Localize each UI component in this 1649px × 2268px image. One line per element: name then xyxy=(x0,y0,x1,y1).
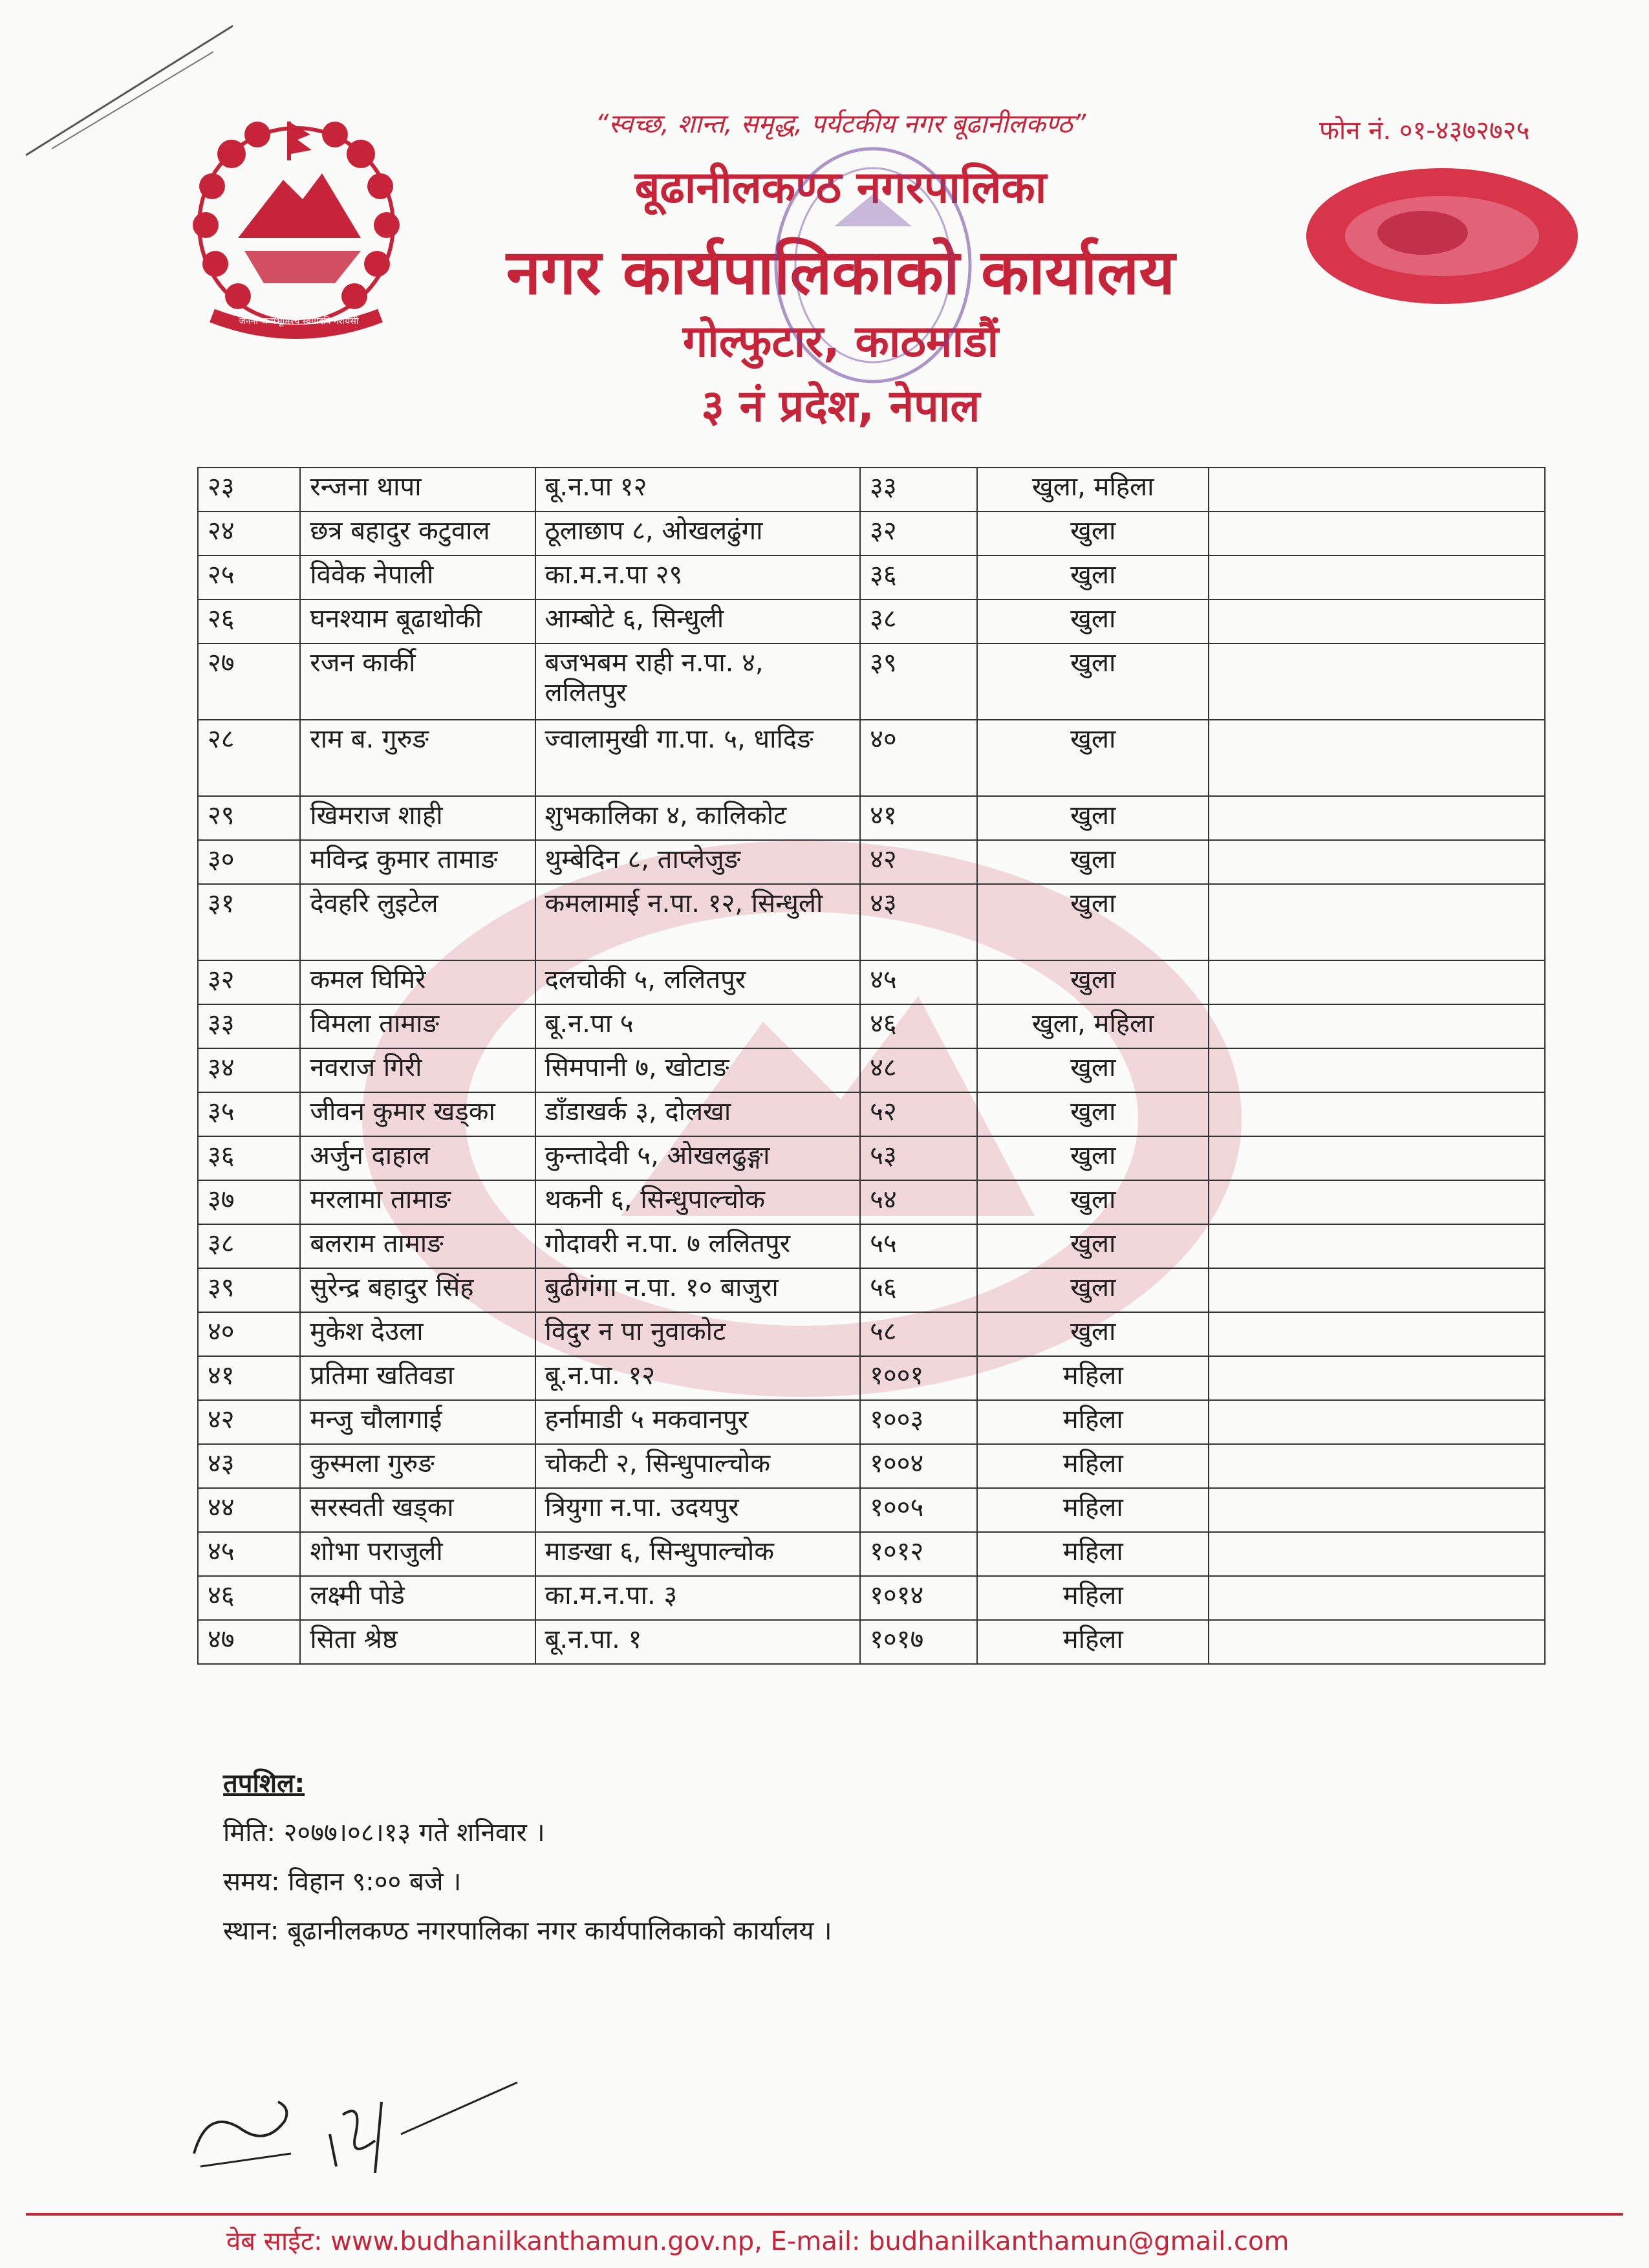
row-name: मरलामा तामाङ xyxy=(300,1180,535,1224)
row-roll-no: ४२ xyxy=(860,840,977,884)
row-remarks xyxy=(1209,796,1545,840)
row-roll-no: ४१ xyxy=(860,796,977,840)
row-serial-no: ४० xyxy=(198,1312,300,1356)
row-category: महिला xyxy=(977,1620,1209,1664)
row-name: मुकेश देउला xyxy=(300,1312,535,1356)
row-name: रन्जना थापा xyxy=(300,468,535,512)
row-category: खुला xyxy=(977,643,1209,720)
row-category: खुला xyxy=(977,1136,1209,1180)
row-remarks xyxy=(1209,1576,1545,1620)
row-address: कमलामाई न.पा. १२, सिन्धुली xyxy=(535,884,861,960)
row-roll-no: ३८ xyxy=(860,599,977,643)
row-roll-no: ५५ xyxy=(860,1224,977,1268)
handwritten-signature xyxy=(181,2057,543,2186)
row-address: बू.न.पा. १२ xyxy=(535,1356,861,1400)
table-row xyxy=(198,1268,1545,1312)
candidate-table-body xyxy=(198,468,1545,1664)
row-serial-no: २८ xyxy=(198,720,300,796)
row-category: खुला xyxy=(977,512,1209,556)
table-row xyxy=(198,1048,1545,1092)
notes-place: स्थान: बूढानीलकण्ठ नगरपालिका नगर कार्यपालिकाको कार्यालय । xyxy=(223,1916,832,1946)
row-serial-no: ४५ xyxy=(198,1532,300,1576)
row-roll-no: ५६ xyxy=(860,1268,977,1312)
row-remarks xyxy=(1209,1444,1545,1488)
row-name: सुरेन्द्र बहादुर सिंह xyxy=(300,1268,535,1312)
row-serial-no: ४६ xyxy=(198,1576,300,1620)
row-name: विवेक नेपाली xyxy=(300,556,535,599)
row-category: महिला xyxy=(977,1400,1209,1444)
slogan: “स्वच्छ, शान्त, समृद्ध, पर्यटकीय नगर बूढानीलकण्ठ” xyxy=(595,109,1086,139)
row-serial-no: ३० xyxy=(198,840,300,884)
row-name: विमला तामाङ xyxy=(300,1004,535,1048)
row-roll-no: ५८ xyxy=(860,1312,977,1356)
row-name: बलराम तामाङ xyxy=(300,1224,535,1268)
table-row xyxy=(198,720,1545,796)
row-address: विदुर न पा नुवाकोट xyxy=(535,1312,861,1356)
row-serial-no: २९ xyxy=(198,796,300,840)
table-row xyxy=(198,556,1545,599)
row-address: आम्बोटे ६, सिन्धुली xyxy=(535,599,861,643)
row-category: खुला xyxy=(977,960,1209,1004)
row-name: छत्र बहादुर कटुवाल xyxy=(300,512,535,556)
row-roll-no: १०१४ xyxy=(860,1576,977,1620)
row-remarks xyxy=(1209,1048,1545,1092)
row-serial-no: ३३ xyxy=(198,1004,300,1048)
row-address: बू.न.पा. १ xyxy=(535,1620,861,1664)
row-serial-no: २६ xyxy=(198,599,300,643)
row-address: कुन्तादेवी ५, ओखलढुङ्गा xyxy=(535,1136,861,1180)
office-seal-stamp xyxy=(763,136,983,394)
row-category: खुला xyxy=(977,796,1209,840)
row-name: लक्ष्मी पोडे xyxy=(300,1576,535,1620)
row-roll-no: १००३ xyxy=(860,1400,977,1444)
table-row xyxy=(198,1576,1545,1620)
row-address: गोदावरी न.पा. ७ ललितपुर xyxy=(535,1224,861,1268)
row-remarks xyxy=(1209,599,1545,643)
table-row xyxy=(198,1004,1545,1048)
row-category: खुला xyxy=(977,840,1209,884)
red-photo-stamp xyxy=(1300,162,1584,310)
row-address: बू.न.पा ५ xyxy=(535,1004,861,1048)
candidate-table xyxy=(197,467,1546,1665)
row-serial-no: ३५ xyxy=(198,1092,300,1136)
row-name: खिमराज शाही xyxy=(300,796,535,840)
row-category: महिला xyxy=(977,1444,1209,1488)
row-remarks xyxy=(1209,720,1545,796)
row-roll-no: ३३ xyxy=(860,468,977,512)
row-address: माङखा ६, सिन्धुपाल्चोक xyxy=(535,1532,861,1576)
table-row xyxy=(198,796,1545,840)
row-name: मन्जु चौलागाई xyxy=(300,1400,535,1444)
row-remarks xyxy=(1209,512,1545,556)
row-serial-no: ३८ xyxy=(198,1224,300,1268)
row-roll-no: ४० xyxy=(860,720,977,796)
office-address: गोल्फुटार, काठमाडौं xyxy=(682,316,999,367)
row-category: महिला xyxy=(977,1532,1209,1576)
row-remarks xyxy=(1209,1136,1545,1180)
row-name: नवराज गिरी xyxy=(300,1048,535,1092)
row-address: थुम्बेदिन ८, ताप्लेजुङ xyxy=(535,840,861,884)
row-address: दलचोकी ५, ललितपुर xyxy=(535,960,861,1004)
row-remarks xyxy=(1209,1092,1545,1136)
row-roll-no: १००४ xyxy=(860,1444,977,1488)
notes-date: मिति: २०७७।०८।१३ गते शनिवार । xyxy=(223,1818,545,1848)
row-remarks xyxy=(1209,840,1545,884)
footer-divider xyxy=(26,2213,1623,2216)
table-row xyxy=(198,468,1545,512)
row-serial-no: ३९ xyxy=(198,1268,300,1312)
row-name: देवहरि लुइटेल xyxy=(300,884,535,960)
row-address: का.म.न.पा. ३ xyxy=(535,1576,861,1620)
row-remarks xyxy=(1209,468,1545,512)
row-category: खुला xyxy=(977,1092,1209,1136)
row-serial-no: ३७ xyxy=(198,1180,300,1224)
row-category: महिला xyxy=(977,1576,1209,1620)
row-remarks xyxy=(1209,884,1545,960)
table-row xyxy=(198,840,1545,884)
row-serial-no: ४४ xyxy=(198,1488,300,1532)
row-category: खुला xyxy=(977,1312,1209,1356)
row-category: खुला, महिला xyxy=(977,468,1209,512)
row-serial-no: २७ xyxy=(198,643,300,720)
row-roll-no: १००५ xyxy=(860,1488,977,1532)
row-address: त्रियुगा न.पा. उदयपुर xyxy=(535,1488,861,1532)
row-roll-no: १००१ xyxy=(860,1356,977,1400)
row-name: मविन्द्र कुमार तामाङ xyxy=(300,840,535,884)
row-serial-no: ३४ xyxy=(198,1048,300,1092)
table-row xyxy=(198,1356,1545,1400)
table-row xyxy=(198,960,1545,1004)
notes-heading: तपशिल: xyxy=(223,1769,305,1798)
row-category: खुला xyxy=(977,1224,1209,1268)
row-category: महिला xyxy=(977,1356,1209,1400)
row-name: राम ब. गुरुङ xyxy=(300,720,535,796)
row-roll-no: ५२ xyxy=(860,1092,977,1136)
row-serial-no: ३१ xyxy=(198,884,300,960)
table-row xyxy=(198,1092,1545,1136)
row-remarks xyxy=(1209,1224,1545,1268)
footer-contact: वेब साईट: www.budhanilkanthamun.gov.np, E-mail: budhanilkanthamun@gmail.com xyxy=(226,2227,1289,2256)
row-address: डाँडाखर्क ३, दोलखा xyxy=(535,1092,861,1136)
row-roll-no: ४६ xyxy=(860,1004,977,1048)
row-roll-no: ३९ xyxy=(860,643,977,720)
table-row xyxy=(198,884,1545,960)
row-roll-no: ४५ xyxy=(860,960,977,1004)
row-roll-no: १०१२ xyxy=(860,1532,977,1576)
row-remarks xyxy=(1209,1356,1545,1400)
row-serial-no: ४३ xyxy=(198,1444,300,1488)
row-serial-no: २४ xyxy=(198,512,300,556)
row-roll-no: ५४ xyxy=(860,1180,977,1224)
row-category: खुला xyxy=(977,1048,1209,1092)
row-serial-no: २३ xyxy=(198,468,300,512)
row-remarks xyxy=(1209,1312,1545,1356)
row-remarks xyxy=(1209,556,1545,599)
row-roll-no: ५३ xyxy=(860,1136,977,1180)
table-row xyxy=(198,1180,1545,1224)
row-remarks xyxy=(1209,1488,1545,1532)
row-serial-no: ४७ xyxy=(198,1620,300,1664)
row-roll-no: ३२ xyxy=(860,512,977,556)
notes-time: समय: विहान ९:०० बजे । xyxy=(223,1867,462,1897)
row-category: खुला xyxy=(977,1268,1209,1312)
row-serial-no: ४२ xyxy=(198,1400,300,1444)
row-name: सिता श्रेष्ठ xyxy=(300,1620,535,1664)
row-address: ठूलाछाप ८, ओखलढुंगा xyxy=(535,512,861,556)
row-name: अर्जुन दाहाल xyxy=(300,1136,535,1180)
row-address: थकनी ६, सिन्धुपाल्चोक xyxy=(535,1180,861,1224)
row-remarks xyxy=(1209,1532,1545,1576)
row-address: बजभबम राही न.पा. ४, ललितपुर xyxy=(535,643,861,720)
row-category: खुला xyxy=(977,599,1209,643)
row-category: खुला xyxy=(977,1180,1209,1224)
table-row xyxy=(198,1400,1545,1444)
table-row xyxy=(198,1224,1545,1268)
table-row xyxy=(198,643,1545,720)
row-address: का.म.न.पा २९ xyxy=(535,556,861,599)
row-roll-no: ४३ xyxy=(860,884,977,960)
phone-number: फोन नं. ०१-४३७२७२५ xyxy=(1319,116,1530,146)
row-remarks xyxy=(1209,1180,1545,1224)
row-address: ज्वालामुखी गा.पा. ५, धादिङ xyxy=(535,720,861,796)
row-category: खुला xyxy=(977,720,1209,796)
row-roll-no: ३६ xyxy=(860,556,977,599)
row-roll-no: १०१७ xyxy=(860,1620,977,1664)
row-name: कमल घिमिरे xyxy=(300,960,535,1004)
row-name: कुस्मला गुरुङ xyxy=(300,1444,535,1488)
table-row xyxy=(198,1136,1545,1180)
row-remarks xyxy=(1209,1400,1545,1444)
row-remarks xyxy=(1209,643,1545,720)
table-row xyxy=(198,1620,1545,1664)
row-name: रजन कार्की xyxy=(300,643,535,720)
row-name: घनश्याम बूढाथोकी xyxy=(300,599,535,643)
row-category: खुला, महिला xyxy=(977,1004,1209,1048)
emblem-motto: जननी जन्मभूमिश्च स्वर्गादपि गरीयसी xyxy=(239,316,359,327)
table-row xyxy=(198,512,1545,556)
table-row xyxy=(198,599,1545,643)
municipality-name: बूढानीलकण्ठ नगरपालिका xyxy=(634,162,1047,213)
table-row xyxy=(198,1444,1545,1488)
row-remarks xyxy=(1209,1268,1545,1312)
row-address: बुढीगंगा न.पा. १० बाजुरा xyxy=(535,1268,861,1312)
row-remarks xyxy=(1209,960,1545,1004)
province-line: ३ नं प्रदेश, नेपाल xyxy=(701,381,980,432)
row-serial-no: ४१ xyxy=(198,1356,300,1400)
row-name: जीवन कुमार खड्का xyxy=(300,1092,535,1136)
notes-section xyxy=(223,1759,832,1956)
row-category: महिला xyxy=(977,1488,1209,1532)
row-address: बू.न.पा १२ xyxy=(535,468,861,512)
row-serial-no: २५ xyxy=(198,556,300,599)
table-row xyxy=(198,1312,1545,1356)
table-row xyxy=(198,1532,1545,1576)
row-address: शुभकालिका ४, कालिकोट xyxy=(535,796,861,840)
row-serial-no: ३२ xyxy=(198,960,300,1004)
row-category: खुला xyxy=(977,556,1209,599)
row-address: हर्नामाडी ५ मकवानपुर xyxy=(535,1400,861,1444)
table-row xyxy=(198,1488,1545,1532)
row-name: प्रतिमा खतिवडा xyxy=(300,1356,535,1400)
row-remarks xyxy=(1209,1620,1545,1664)
row-category: खुला xyxy=(977,884,1209,960)
row-name: शोभा पराजुली xyxy=(300,1532,535,1576)
row-remarks xyxy=(1209,1004,1545,1048)
office-name: नगर कार्यपालिकाको कार्यालय xyxy=(506,236,1176,308)
row-name: सरस्वती खड्का xyxy=(300,1488,535,1532)
row-roll-no: ४८ xyxy=(860,1048,977,1092)
row-address: चोकटी २, सिन्धुपाल्चोक xyxy=(535,1444,861,1488)
row-address: सिमपानी ७, खोटाङ xyxy=(535,1048,861,1092)
row-serial-no: ३६ xyxy=(198,1136,300,1180)
